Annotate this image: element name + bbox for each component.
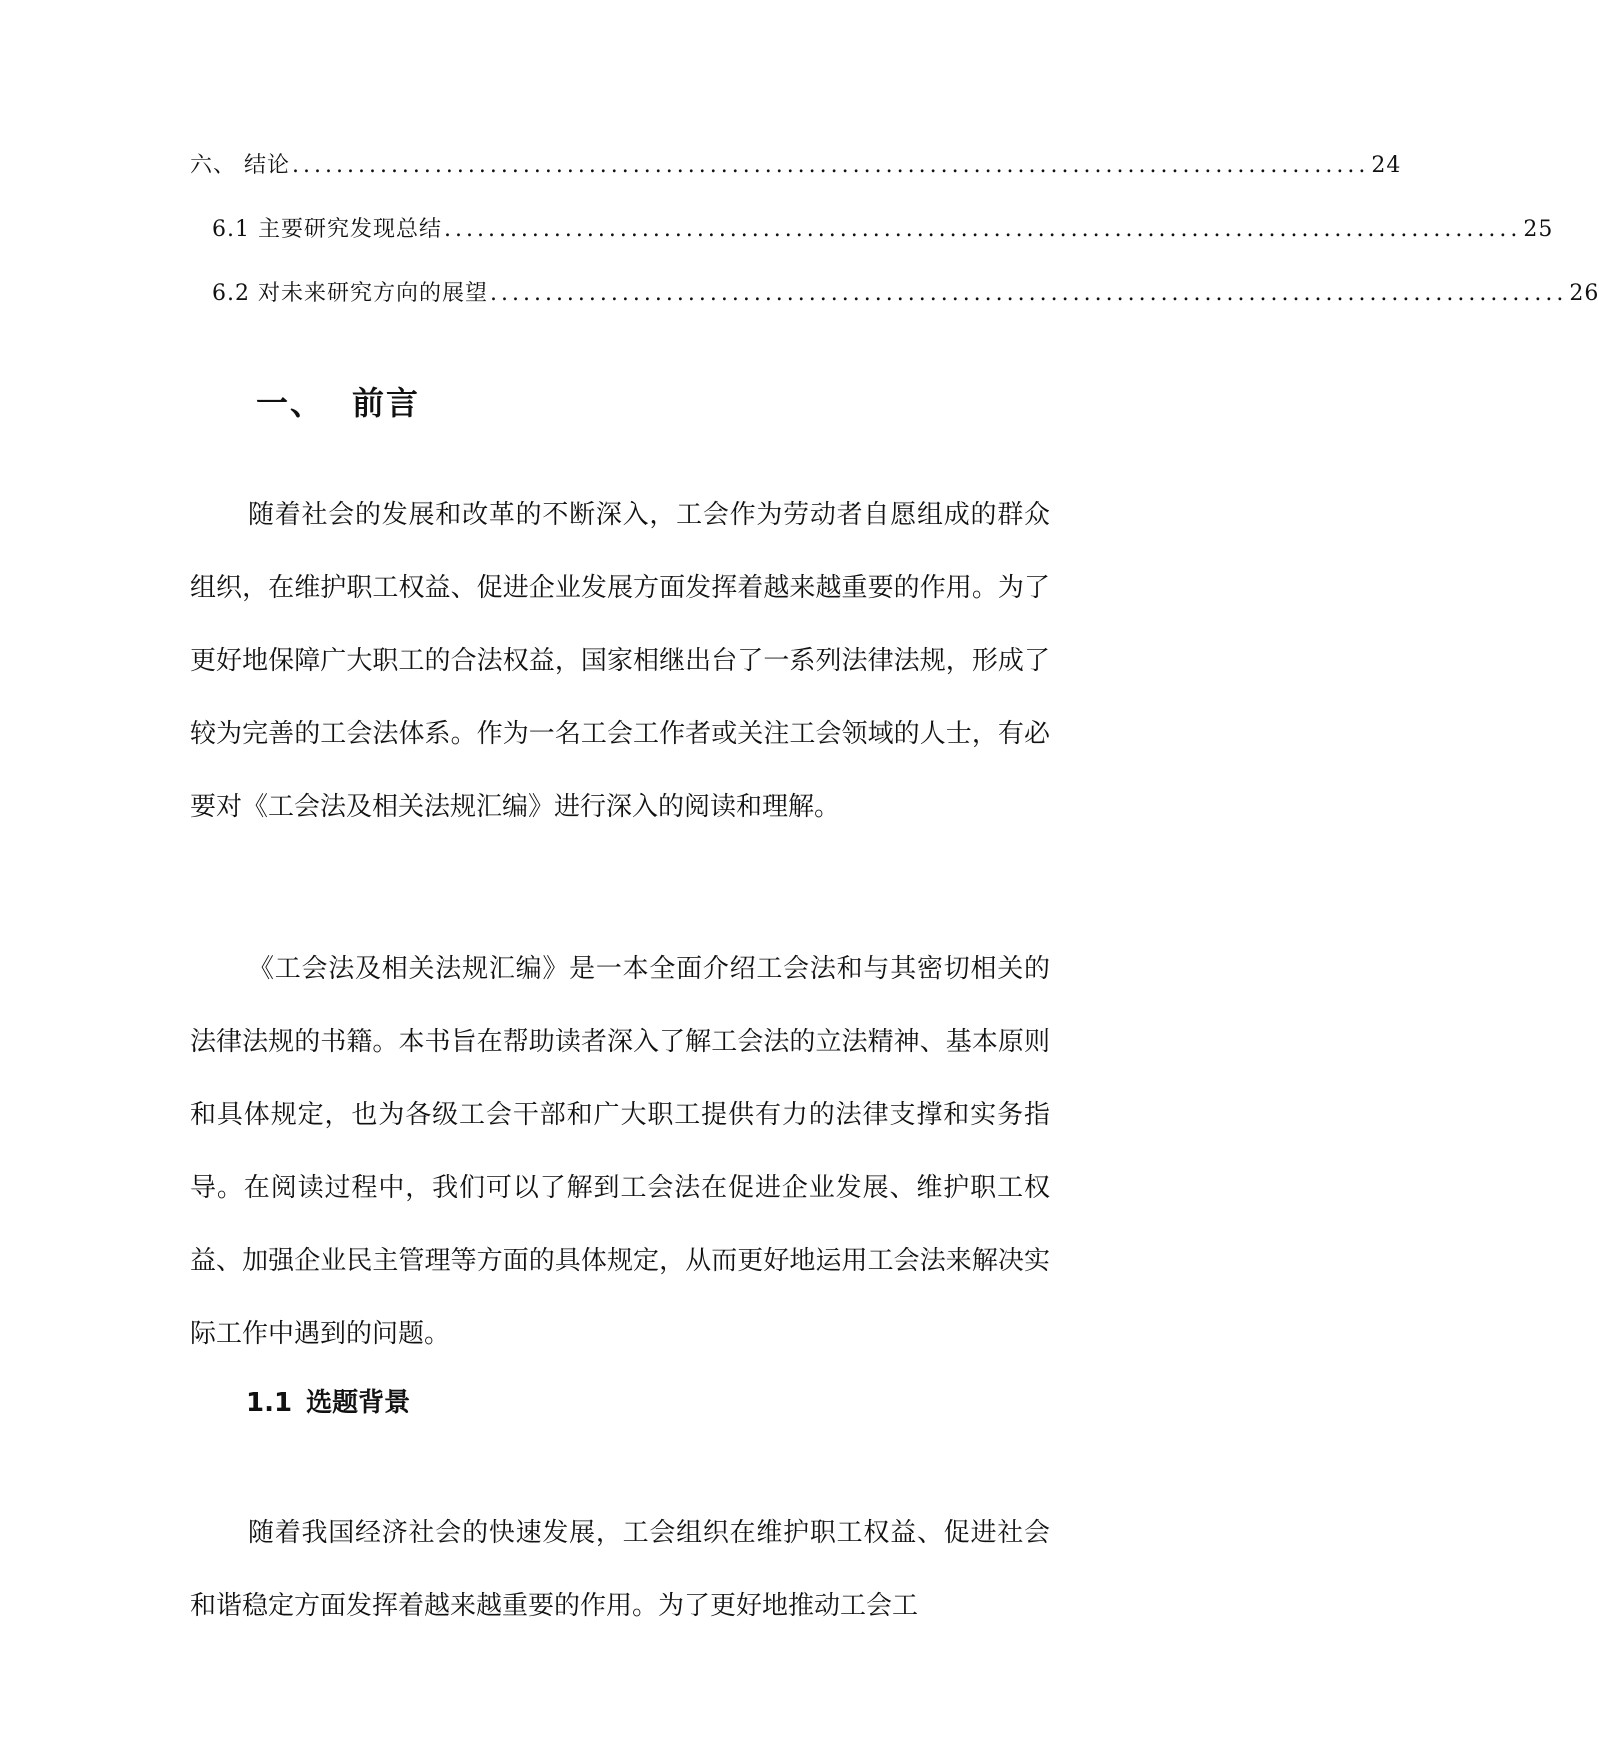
toc-page-number: 26 — [1569, 281, 1599, 306]
toc-leader-dots: .................................................................................................. — [292, 153, 1370, 178]
toc-entry-conclusion[interactable] — [190, 148, 1402, 212]
toc-entry-label: 六、 结论 — [190, 153, 290, 178]
toc-leader-dots: .................................................................................................. — [443, 217, 1522, 242]
preface-paragraph-1: 随着社会的发展和改革的不断深入，工会作为劳动者自愿组成的群众组织，在维护职工权益、促进企业发展方面发挥着越来越重要的作用。为了更好地保障广大职工的合法权益，国家相继出台了一系列法律法规，形成了较为完善的工会法体系。作为一名工会工作者或关注工会领域的人士，有必要对《工会法及相关法规汇编》进行深入的阅读和理解。 — [190, 500, 1050, 822]
table-of-contents — [190, 148, 1599, 340]
background-paragraph-1: 随着我国经济社会的快速发展，工会组织在维护职工权益、促进社会和谐稳定方面发挥着越来越重要的作用。为了更好地推动工会工 — [190, 1518, 1050, 1621]
toc-entry-label: 6.1 主要研究发现总结 — [212, 217, 442, 242]
subsection-title: 选题背景 — [306, 1388, 411, 1418]
section-heading-preface — [256, 378, 420, 424]
preface-paragraph-2: 《工会法及相关法规汇编》是一本全面介绍工会法和与其密切相关的法律法规的书籍。本书旨在帮助读者深入了解工会法的立法精神、基本原则和具体规定，也为各级工会干部和广大职工提供有力的法律支撑和实务指导。在阅读过程中，我们可以了解到工会法在促进企业发展、维护职工权益、加强企业民主管理等方面的具体规定，从而更好地运用工会法来解决实际工作中遇到的问题。 — [190, 954, 1050, 1349]
subsection-number: 1.1 — [246, 1388, 293, 1418]
section-number: 一、 — [256, 384, 325, 422]
toc-entry-future-outlook[interactable] — [190, 276, 1599, 340]
toc-page-number: 24 — [1371, 153, 1402, 178]
section-title: 前言 — [352, 384, 421, 422]
toc-entry-label: 6.2 对未来研究方向的展望 — [212, 281, 488, 306]
toc-page-number: 25 — [1523, 217, 1554, 242]
subsection-heading-background — [246, 1382, 410, 1419]
toc-entry-findings-summary[interactable] — [190, 212, 1554, 276]
toc-leader-dots: .................................................................................................. — [489, 281, 1568, 306]
